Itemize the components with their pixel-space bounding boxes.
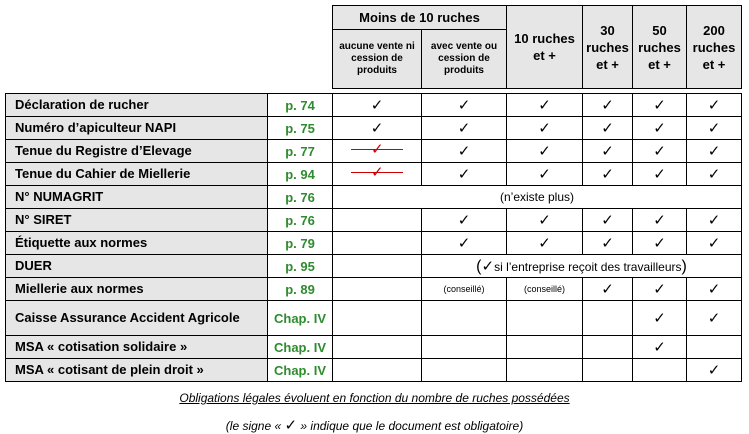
check-icon: ✓ bbox=[601, 166, 614, 183]
check-icon: ✓ bbox=[707, 235, 721, 252]
page-ref: p. 77 bbox=[268, 140, 333, 163]
row-label: N° SIRET bbox=[6, 209, 268, 232]
caption-legend: (le signe « ✓ » indique que le document est obligatoire) bbox=[225, 417, 524, 434]
check-icon: ✓ bbox=[707, 310, 721, 327]
header-blank bbox=[6, 6, 333, 89]
row-label: Caisse Assurance Accident Agricole bbox=[6, 301, 268, 336]
table-row bbox=[6, 209, 742, 232]
table-row bbox=[6, 117, 742, 140]
row-label: N° NUMAGRIT bbox=[6, 186, 268, 209]
advised-note: (conseillé) bbox=[422, 278, 507, 301]
header-row-1 bbox=[6, 6, 742, 30]
caption-title: Obligations légales évoluent en fonction du nombre de ruches possédées bbox=[179, 391, 570, 405]
obligations-table bbox=[5, 5, 742, 382]
check-icon: ✓ bbox=[538, 166, 551, 183]
check-icon: ✓ bbox=[601, 97, 614, 114]
check-icon: ✓ bbox=[653, 310, 666, 327]
page-ref: p. 76 bbox=[268, 209, 333, 232]
row-label: Tenue du Cahier de Miellerie bbox=[6, 163, 268, 186]
page-ref: Chap. IV bbox=[268, 301, 333, 336]
check-icon: ✓ bbox=[370, 120, 384, 137]
check-icon: ✓ bbox=[601, 120, 614, 137]
header-sub-no-sale: aucune vente ni cession de produits bbox=[333, 30, 422, 89]
header-30: 30 ruches et + bbox=[583, 6, 633, 89]
check-icon: ✓ bbox=[707, 281, 721, 298]
page-ref: p. 75 bbox=[268, 117, 333, 140]
page-ref: p. 76 bbox=[268, 186, 333, 209]
table-row bbox=[6, 94, 742, 117]
table-row bbox=[6, 255, 742, 278]
check-icon: ✓ bbox=[457, 212, 471, 229]
check-icon: ✓ bbox=[457, 143, 471, 160]
page-ref: p. 95 bbox=[268, 255, 333, 278]
row-label: DUER bbox=[6, 255, 268, 278]
check-icon: ✓ bbox=[653, 143, 666, 160]
check-icon: ✓ bbox=[653, 212, 666, 229]
row-label: Étiquette aux normes bbox=[6, 232, 268, 255]
header-10: 10 ruches et + bbox=[507, 6, 583, 89]
check-icon: ✓ bbox=[538, 97, 551, 114]
check-icon: ✓ bbox=[653, 339, 666, 356]
page-ref: p. 94 bbox=[268, 163, 333, 186]
check-icon: ✓ bbox=[707, 120, 721, 137]
row-label: MSA « cotisant de plein droit » bbox=[6, 359, 268, 382]
struck-check-icon: ✓ bbox=[351, 164, 403, 180]
page-ref: p. 89 bbox=[268, 278, 333, 301]
check-icon: ✓ bbox=[707, 212, 721, 229]
row-label: Déclaration de rucher bbox=[6, 94, 268, 117]
page-ref: p. 79 bbox=[268, 232, 333, 255]
table-row bbox=[6, 301, 742, 336]
table-row bbox=[6, 359, 742, 382]
row-label: Miellerie aux normes bbox=[6, 278, 268, 301]
table-row bbox=[6, 336, 742, 359]
table-row bbox=[6, 186, 742, 209]
table-row bbox=[6, 232, 742, 255]
header-group: Moins de 10 ruches bbox=[333, 6, 507, 30]
check-icon: ✓ bbox=[284, 417, 298, 434]
row-label: Numéro d’apiculteur NAPI bbox=[6, 117, 268, 140]
check-icon: ✓ bbox=[370, 97, 384, 114]
table-row bbox=[6, 163, 742, 186]
duer-note: (✓si l’entreprise reçoit des travailleurs) bbox=[422, 255, 742, 278]
struck-check-icon: ✓ bbox=[351, 141, 403, 157]
numagrit-note: (n’existe plus) bbox=[333, 186, 742, 209]
header-50: 50 ruches et + bbox=[633, 6, 687, 89]
check-icon: ✓ bbox=[457, 97, 471, 114]
check-icon: ✓ bbox=[707, 143, 721, 160]
check-icon: ✓ bbox=[653, 235, 666, 252]
check-icon: ✓ bbox=[601, 281, 614, 298]
check-icon: ✓ bbox=[538, 120, 551, 137]
check-icon: ✓ bbox=[457, 235, 471, 252]
header-sub-sale: avec vente ou cession de produits bbox=[422, 30, 507, 89]
duer-note-text: si l’entreprise reçoit des travailleurs bbox=[494, 259, 682, 274]
check-icon: ✓ bbox=[653, 120, 666, 137]
check-icon: ✓ bbox=[457, 166, 471, 183]
page-ref: Chap. IV bbox=[268, 359, 333, 382]
check-icon: ✓ bbox=[601, 235, 614, 252]
header-200: 200 ruches et + bbox=[687, 6, 742, 89]
check-icon: ✓ bbox=[601, 212, 614, 229]
page-ref: Chap. IV bbox=[268, 336, 333, 359]
check-icon: ✓ bbox=[481, 257, 495, 275]
page-ref: p. 74 bbox=[268, 94, 333, 117]
table-row bbox=[6, 140, 742, 163]
check-icon: ✓ bbox=[653, 97, 666, 114]
check-icon: ✓ bbox=[538, 235, 551, 252]
row-label: Tenue du Registre d’Elevage bbox=[6, 140, 268, 163]
check-icon: ✓ bbox=[653, 281, 666, 298]
check-icon: ✓ bbox=[653, 166, 666, 183]
advised-note: (conseillé) bbox=[507, 278, 583, 301]
check-icon: ✓ bbox=[707, 362, 721, 379]
row-label: MSA « cotisation solidaire » bbox=[6, 336, 268, 359]
check-icon: ✓ bbox=[707, 166, 721, 183]
check-icon: ✓ bbox=[457, 120, 471, 137]
check-icon: ✓ bbox=[538, 143, 551, 160]
table-row bbox=[6, 278, 742, 301]
check-icon: ✓ bbox=[601, 143, 614, 160]
check-icon: ✓ bbox=[538, 212, 551, 229]
check-icon: ✓ bbox=[707, 97, 721, 114]
